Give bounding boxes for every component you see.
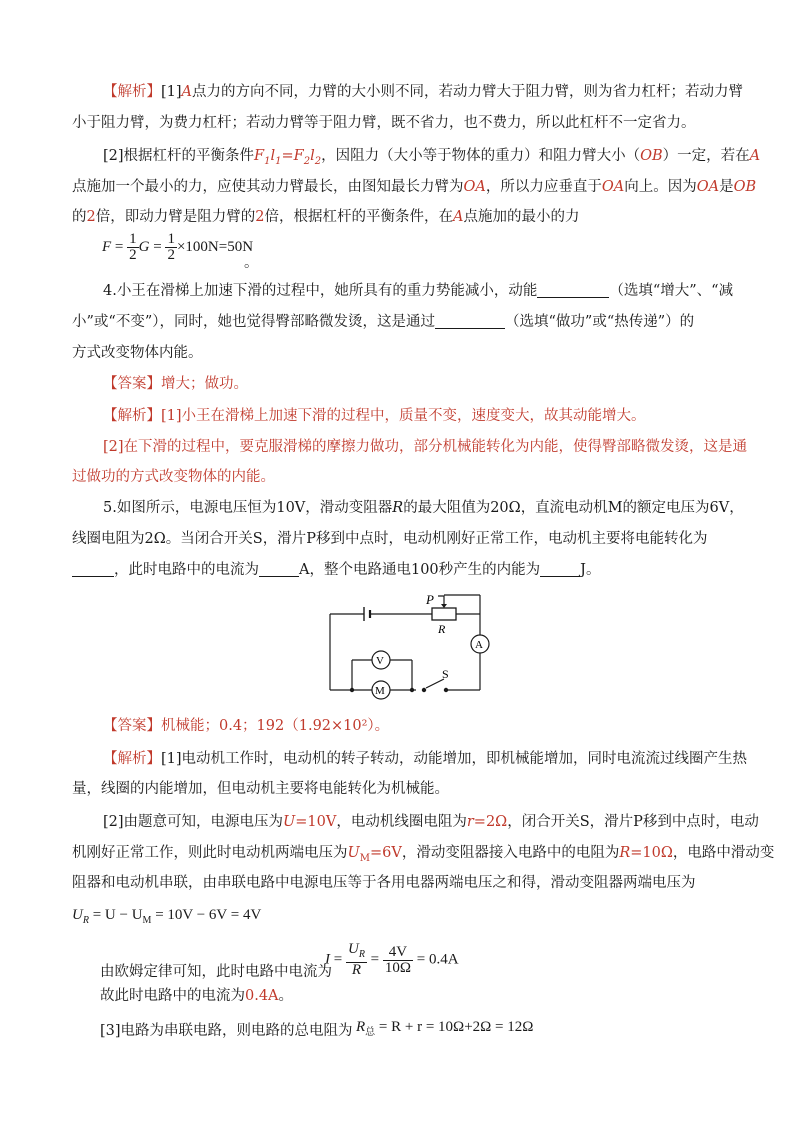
rheostat-label: R (438, 622, 446, 636)
q5-analysis-5: 阻器和电动机串联，由串联电路中电源电压等于各用电器两端电压之和得，滑动变阻器两端电压为 (72, 875, 696, 891)
voltage-equation: $U_R = U - U_M = 10V - 6V = 4V$ (72, 907, 262, 926)
q5-line-2: 线圈电阻为2Ω。当闭合开关S，滑片P移到中点时，电动机刚好正常工作，电动机主要将电能转化为 (72, 531, 708, 547)
q5-analysis-1: 【解析】[1]电动机工作时，电动机的转子转动，动能增加，即机械能增加，同时电流流过线圈产生热 (103, 751, 748, 767)
current-conclusion: 故此时电路中的电流为0.4A。 (100, 988, 294, 1004)
voltmeter-label: V (376, 655, 384, 667)
q5-blank-3[interactable] (540, 561, 580, 577)
analysis-line-4: 点施加一个最小的力，应使其动力臂最长，由图知最长力臂为OA，所以力应垂直于OA向上。因为OA是OB (72, 179, 757, 195)
ohm-law-text: 由欧姆定律可知，此时电路中电流为 (100, 964, 332, 980)
force-equation: F = $\frac{1}{2}$ G = $\frac{1}{2}$ ×100N=50N (102, 231, 254, 263)
motor-label: M (375, 685, 385, 697)
analysis-tag: 【解析】 (103, 84, 161, 100)
equation-period: 。 (244, 255, 259, 271)
q4-analysis-1: 【解析】[1]小王在滑梯上加速下滑的过程中，质量不变，速度变大，故其动能增大。 (103, 408, 646, 424)
q5-answer: 【答案】机械能；0.4；192（1.92×10²）。 (103, 718, 390, 734)
q4-blank-2[interactable] (435, 313, 505, 329)
analysis-line-5: 的2倍，即动力臂是阻力臂的2倍，根据杠杆的平衡条件，在A点施加的最小的力 (72, 209, 580, 225)
q4-answer: 【答案】增大；做功。 (103, 376, 248, 392)
q5-blank-1[interactable] (72, 561, 114, 577)
q4-blank-1[interactable] (537, 282, 609, 298)
switch-label: S (442, 667, 449, 681)
current-equation: I = $\frac{U_R}{R}$ = $\frac{4V}{10\Omega}$ = 0.4A (325, 941, 459, 978)
analysis-line-1: 【解析】[1]A点力的方向不同，力臂的大小则不同，若动力臂大于阻力臂，则为省力杠杆；若动力臂 (103, 84, 744, 100)
q4-line-2: 小”或“不变”），同时，她也觉得臀部略微发烫，这是通过 （选填“做功”或“热传递”）的 (72, 314, 695, 330)
circuit-diagram (320, 588, 500, 700)
q4-analysis-3: 过做功的方式改变物体的内能。 (72, 469, 275, 485)
q5-analysis-3: [2]由题意可知，电源电压为U=10V，电动机线圈电阻为r=2Ω，闭合开关S，滑片P移到中点时，电动 (103, 814, 759, 830)
ammeter-label: A (475, 639, 483, 651)
q5-line-1: 5.如图所示，电源电压恒为10V，滑动变阻器R的最大阻值为20Ω，直流电动机M的额定电压为6V， (103, 500, 744, 516)
q5-analysis-6: [3]电路为串联电路，则电路的总电阻为 (100, 1023, 353, 1039)
q5-analysis-4: 机刚好正常工作，则此时电动机两端电压为$U_M=6V$，滑动变阻器接入电路中的电阻为R=10Ω，电路中滑动变 (72, 845, 775, 864)
q4-line-1: 4.小王在滑梯上加速下滑的过程中，她所具有的重力势能减小，动能 （选填“增大”、“减 (103, 283, 734, 299)
q5-line-3: ，此时电路中的电流为 A，整个电路通电100秒产生的内能为 J。 (72, 560, 601, 580)
q5-analysis-2: 量，线圈的内能增加，但电动机主要将电能转化为机械能。 (72, 781, 449, 797)
analysis-line-2: 小于阻力臂，为费力杠杆；若动力臂等于阻力臂，既不省力，也不费力，所以此杠杆不一定省力。 (72, 115, 696, 131)
analysis-line-3: [2]根据杠杆的平衡条件$F_1l_1=F_2l_2$，因阻力（大小等于物体的重力）和阻力臂大小（OB）一定，若在A (103, 148, 761, 167)
q4-analysis-2: [2]在下滑的过程中，要克服滑梯的摩擦力做功，部分机械能转化为内能，使得臀部略微发烫，这是通 (103, 439, 748, 455)
q4-line-3: 方式改变物体内能。 (72, 345, 203, 361)
resistance-equation: $R_总 = R + r = 10\Omega+2\Omega = 12\Omega$ (356, 1019, 534, 1038)
slider-label: P (426, 592, 434, 607)
q5-blank-2[interactable] (259, 561, 299, 577)
